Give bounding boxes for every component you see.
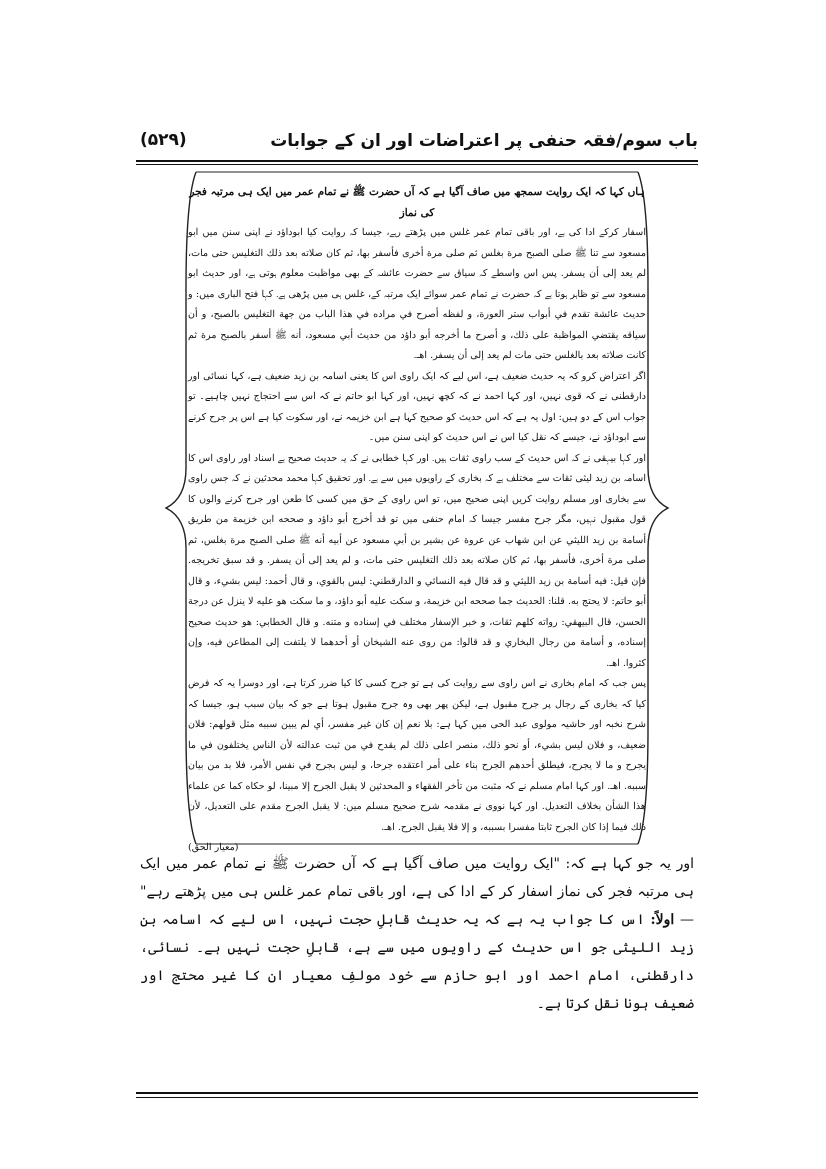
quote-paragraph: اگر اعتراض کرو کہ یہ حدیث ضعیف ہے، اس لیے کہ ایک راوی اس کا یعنی اسامہ بن زید ضعیف ہے، کہا نسائی اور دارقطنی نے کہ قوی نہیں، اور کہا احمد نے کہ کچھ نہیں، اور کہا ابو حاتم نے کہ اس سے احتجاج نہیں چاہیے۔ تو جواب اس کے دو ہیں: اول یہ ہے کہ اس حدیث کو صحیح کہا ہے ابن خزیمہ نے، اور سکوت کیا ہے اس پر جرح کرنے سے ابوداؤد نے، جیسے کہ نقل کیا اس نے اس حدیث کو اپنی سنن میں۔ [188, 370, 646, 443]
page-number: (۵۲۹) [140, 130, 187, 150]
quote-heading: ہاں کہا کہ ایک روایت سمجھ میں صاف آگیا ہے کہ آں حضرت ﷺ نے تمام عمر میں ایک ہی مرتبہ فجر کی نماز [189, 186, 645, 219]
first-answer-label: اولاً: [650, 912, 675, 928]
quote-paragraph: پس جب کہ امام بخاری نے اس راوی سے روایت کی ہے تو جرح کسی کا کیا ضرر کرتا ہے، اور دوسرا یہ کہ فرض کیا کہ بخاری کے رجال پر جرح مقبول ہے، لیکن پھر بھی وہ جرح مقبول ہوتا ہے جو کہ بیان سبب ہو، جیسا کہ شرح نخبہ اور حاشیہ مولوی عبد الحی میں کہا ہے: بلا نعم إن كان غير مفسر، أي لم يبين سببه مثل قولهم: فلان ضعيف، و فلان ليس بشيء، أو نحو ذلك، منصر اعلى ذلك لم يقدح في من ثبت عدالته لأن الناس يختلفون في ما يجرح و ما لا يجرح، فيطلق أحدهم الجرح بناء على أمر اعتقده جرحا، و ليس بجرح في نفس الأمر، فلا بد من بيان سببه. اهـ. اور کہا امام مسلم نے کہ مثبت من تأخر الفقهاء و المحدثين لا يقبل الجرح إلا مبينا، لو حكاه كما عن علماء هذا الشأن بخلاف التعديل. اور کہا نووی نے مقدمہ شرح صحیح مسلم میں: لا يقبل الجرح مقدم على التعديل، لأن ذلك فيما إذا كان الجرح ثابتا مفسرا بسببه، و إلا فلا يقبل الجرح. اهـ. [188, 678, 646, 833]
main-rest: اس کا جواب یہ ہے کہ یہ حدیث قابلِ حجت نہیں، اس لیے کہ اسامہ بن زید اللیثی جو اس حدیث کے راویوں میں سے ہے، قابلِ حجت نہیں ہے۔ نسائی، دارقطنی، امام احمد اور ابو حازم سے خود مولفِ معیار ان کا غیر محتج اور ضعیف ہونا نقل کرتا ہے۔ [140, 912, 694, 1012]
quote-paragraph: اور کہا بیہقی نے کہ اس حدیث کے سب راوی ثقات ہیں۔ اور کہا خطابی نے کہ یہ حدیث صحیح ہے اسناد اور راوی اس کا اسامہ بن زید لیثی ثقات سے مختلف ہے کہ بخاری کے راویوں میں سے ہے۔ اور تحقیق کہا محمد محدثین نے کہ جس راوی سے بخاری اور مسلم روایت کریں اپنی صحیح میں، تو اس راوی کے حق میں کسی کا طعن اور جرح کرنے والوں کا قول مقبول نہیں، مگر جرح مفسر جیسا کہ امام حنفی میں تو قد أخرج أبو داؤد و صححه ابن خزيمة من طريق أسامة بن زيد الليثي عن ابن شهاب عن عروة عن بشير بن أبي مسعود عن أبيه أنه ﷺ صلى الصبح مرة بغلس، ثم صلى مرة أخرى، فأسفر بها، ثم كان صلاته بعد ذلك التغليس حتى مات، و لم يعد إلى أن يسفر. و قد سبق تخريجه. فإن قيل: فيه أسامة بن زيد الليثي و قد قال فيه النسائي و الدارقطني: ليس بالقوي، و قال أحمد: ليس بشيء، و قال أبو حاتم: لا يحتج به. قلنا: الحديث جما صححه ابن خزيمة، و سكت عليه أبو داؤد، و ما سكت هو عليه لا ينزل عن درجة الحسن، قال البيهقي: رواته كلهم ثقات، و خبر الإسفار مختلف في إسناده و متنه. و قال الخطابي: هو حديث صحيح إسناده، و أسامة من رجال البخاري و قد قالوا: من روى عنه الشيخان أو أحدهما لا يلتفت إلى المطاعن فيه، وإن كثروا. اهـ. [188, 452, 646, 669]
quote-source: (معیار الحق) [188, 842, 239, 853]
quote-box [136, 168, 698, 853]
chapter-title: باب سوم/فقہ حنفی پر اعتراضات اور ان کے جوابات [270, 131, 698, 151]
footer-rule-thin [136, 1097, 698, 1098]
quote-text [188, 182, 646, 853]
header-rule [136, 160, 698, 162]
footer-rule [136, 1092, 698, 1094]
quote-paragraph: اسفار کرکے ادا کی ہے، اور باقی تمام عمر غلس میں پڑھتے رہے، جیسا کہ روایت کیا ابوداؤد نے اپنی سنن میں ابو مسعود سے تنا ﷺ صلى الصبح مرة بغلس ثم صلى مرة أخرى فأسفر بها، ثم كان صلاته بعد ذلك التغليس حتى مات، لم يعد إلى أن يسفر. پس اس واسطے کہ سیاق سے حضرت عائشہ کے بھی مواظبت معلوم ہوتی ہے، اور حدیث ابو مسعود سے تو ظاہر ہوتا ہے کہ حضرت نے تمام عمر سوائے ایک مرتبہ کے، غلس ہی میں پڑھی ہے۔ کہا فتح الباری میں: و حديث عائشة تقدم في أبواب ستر العورة، و لفظه أصرح في مراده في هذا الباب من جهة التغليس بالصبح، و أن سياقه يقتضي المواظبة على ذلك، و أصرح ما أخرجه أبو داؤد من حديث أبي مسعود، أنه ﷺ أسفر بالصبح مرة ثم كانت صلاته بعد بالغلس حتى مات لم يعد إلى أن يسفر. اهـ. [188, 227, 646, 361]
main-text [140, 850, 694, 1018]
page-header [136, 126, 698, 158]
main-paragraph [140, 850, 694, 1018]
main-intro: اور یہ جو کہا ہے کہ: "ایک روایت میں صاف آگیا ہے کہ آں حضرت ﷺ نے تمام عمر میں ایک ہی مرتبہ فجر کی نماز اسفار کر کے ادا کی ہے، اور باقی تمام عمر غلس ہی میں پڑھتے رہے" — [140, 856, 695, 928]
header-rule-thin [136, 164, 698, 165]
